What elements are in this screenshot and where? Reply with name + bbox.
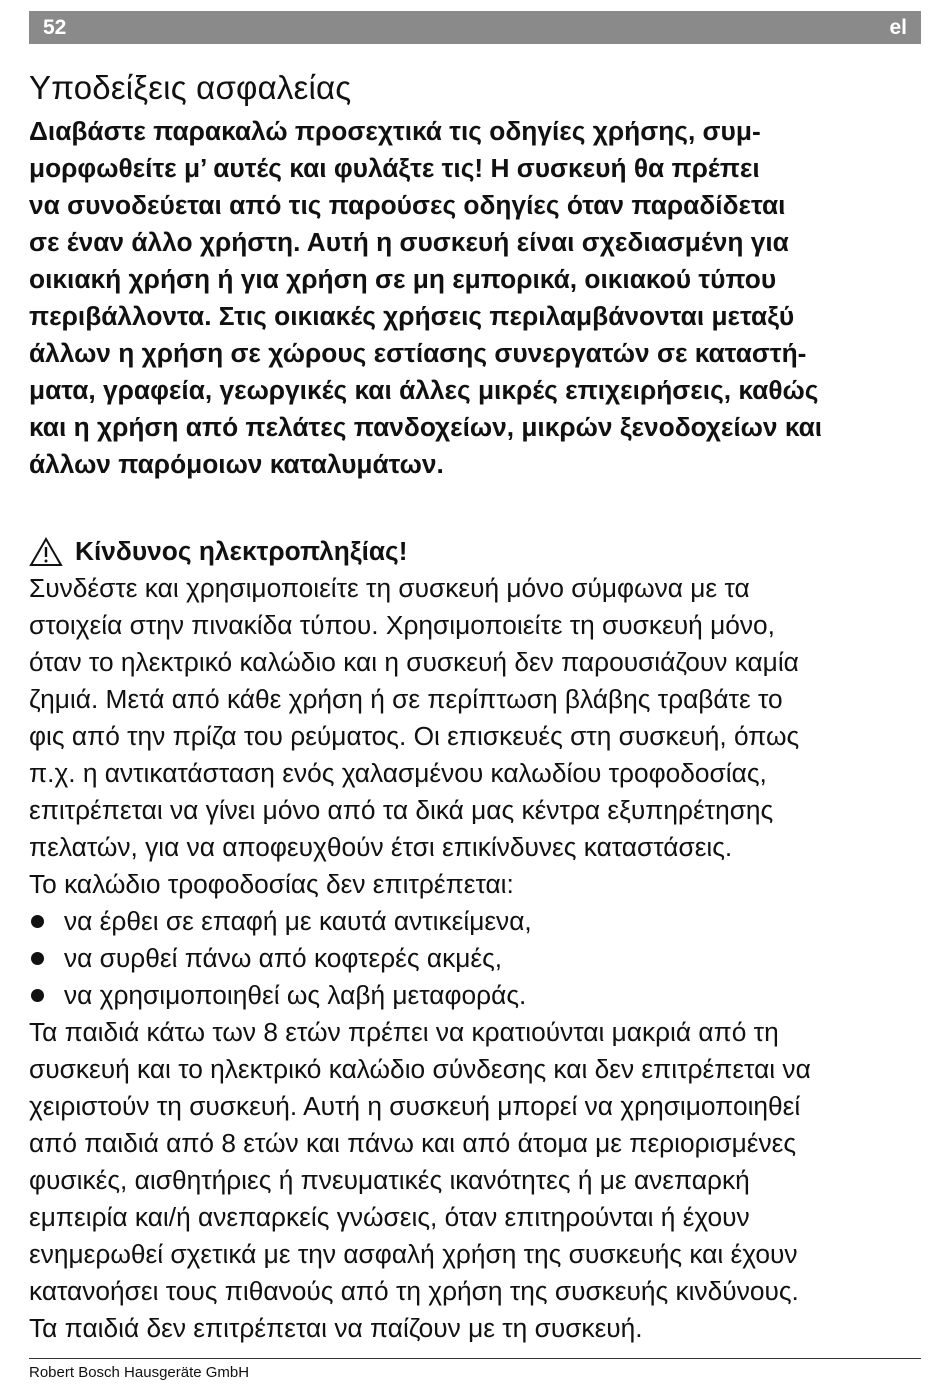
- text-line: ενημερωθεί σχετικά με την ασφαλή χρήση της συσκευής και έχουν: [29, 1239, 798, 1269]
- text-line: χειριστούν τη συσκευή. Αυτή η συσκευή μπορεί να χρησιμοποιηθεί: [29, 1091, 801, 1121]
- page-number: 52: [43, 15, 67, 39]
- intro-line: άλλων η χρήση σε χώρους εστίασης συνεργατών σε καταστή-: [29, 338, 807, 368]
- text-line: Τα παιδιά δεν επιτρέπεται να παίζουν με τη συσκευή.: [29, 1313, 643, 1343]
- text-line: πελατών, για να αποφευχθούν έτσι επικίνδυνες καταστάσεις.: [29, 832, 733, 862]
- text-line: ζημιά. Μετά από κάθε χρήση ή σε περίπτωση βλάβης τραβάτε το: [29, 684, 783, 714]
- text-line: π.χ. η αντικατάσταση ενός χαλασμένου καλωδίου τροφοδοσίας,: [29, 758, 767, 788]
- warning-paragraph: [29, 570, 929, 903]
- intro-line: να συνοδεύεται από τις παρούσες οδηγίες όταν παραδίδεται: [29, 190, 786, 220]
- footer-company: Robert Bosch Hausgeräte GmbH: [29, 1364, 250, 1381]
- intro-line: άλλων παρόμοιων καταλυμάτων.: [29, 449, 444, 479]
- intro-line: περιβάλλοντα. Στις οικιακές χρήσεις περιλαμβάνονται μεταξύ: [29, 301, 795, 331]
- text-line: Το καλώδιο τροφοδοσίας δεν επιτρέπεται:: [29, 869, 514, 899]
- page-header-bar: [29, 11, 921, 44]
- warning-heading-text: Κίνδυνος ηλεκτροπληξίας!: [75, 536, 408, 566]
- list-item: [29, 977, 929, 1014]
- text-line: από παιδιά από 8 ετών και πάνω και από άτομα με περιορισμένες: [29, 1128, 797, 1158]
- text-line: εμπειρία και/ή ανεπαρκείς γνώσεις, όταν επιτηρούνται ή έχουν: [29, 1202, 750, 1232]
- text-line: Συνδέστε και χρησιμοποιείτε τη συσκευή μόνο σύμφωνα με τα: [29, 573, 750, 603]
- children-paragraph: [29, 1014, 929, 1347]
- text-line: φις από την πρίζα του ρεύματος. Οι επισκευές στη συσκευή, όπως: [29, 721, 800, 751]
- bullet-icon: [31, 915, 44, 928]
- cord-restrictions-list: [29, 903, 929, 1014]
- text-line: Τα παιδιά κάτω των 8 ετών πρέπει να κρατιούνται μακριά από τη: [29, 1017, 779, 1047]
- warning-triangle-icon: [29, 537, 63, 567]
- text-line: κατανοήσει τους πιθανούς από τη χρήση της συσκευής κινδύνους.: [29, 1276, 799, 1306]
- list-item: [29, 940, 929, 977]
- bullet-icon: [31, 989, 44, 1002]
- footer-divider: [29, 1358, 921, 1359]
- intro-paragraph: [29, 113, 929, 483]
- list-item: [29, 903, 929, 940]
- page-title: Υποδείξεις ασφαλείας: [29, 69, 352, 106]
- text-line: στοιχεία στην πινακίδα τύπου. Χρησιμοποιείτε τη συσκευή μόνο,: [29, 610, 775, 640]
- intro-line: μορφωθείτε μ’ αυτές και φυλάξτε τις! Η συσκευή θα πρέπει: [29, 153, 760, 183]
- intro-line: οικιακή χρήση ή για χρήση σε μη εμπορικά, οικιακού τύπου: [29, 264, 777, 294]
- intro-line: και η χρήση από πελάτες πανδοχείων, μικρών ξενοδοχείων και: [29, 412, 823, 442]
- list-item-text: να έρθει σε επαφή με καυτά αντικείμενα,: [64, 906, 532, 936]
- language-code: el: [889, 15, 907, 39]
- text-line: συσκευή και το ηλεκτρικό καλώδιο σύνδεσης και δεν επιτρέπεται να: [29, 1054, 811, 1084]
- intro-line: Διαβάστε παρακαλώ προσεχτικά τις οδηγίες χρήσης, συμ-: [29, 116, 761, 146]
- list-item-text: να συρθεί πάνω από κοφτερές ακμές,: [64, 943, 503, 973]
- text-line: όταν το ηλεκτρικό καλώδιο και η συσκευή δεν παρουσιάζουν καμία: [29, 647, 799, 677]
- list-item-text: να χρησιμοποιηθεί ως λαβή μεταφοράς.: [64, 980, 527, 1010]
- text-line: φυσικές, αισθητήριες ή πνευματικές ικανότητες ή με ανεπαρκή: [29, 1165, 750, 1195]
- intro-line: σε έναν άλλο χρήστη. Αυτή η συσκευή είναι σχεδιασμένη για: [29, 227, 789, 257]
- bullet-icon: [31, 952, 44, 965]
- page-content: [29, 66, 929, 1347]
- intro-line: ματα, γραφεία, γεωργικές και άλλες μικρές επιχειρήσεις, καθώς: [29, 375, 819, 405]
- warning-heading: [29, 533, 929, 570]
- text-line: επιτρέπεται να γίνει μόνο από τα δικά μας κέντρα εξυπηρέτησης: [29, 795, 774, 825]
